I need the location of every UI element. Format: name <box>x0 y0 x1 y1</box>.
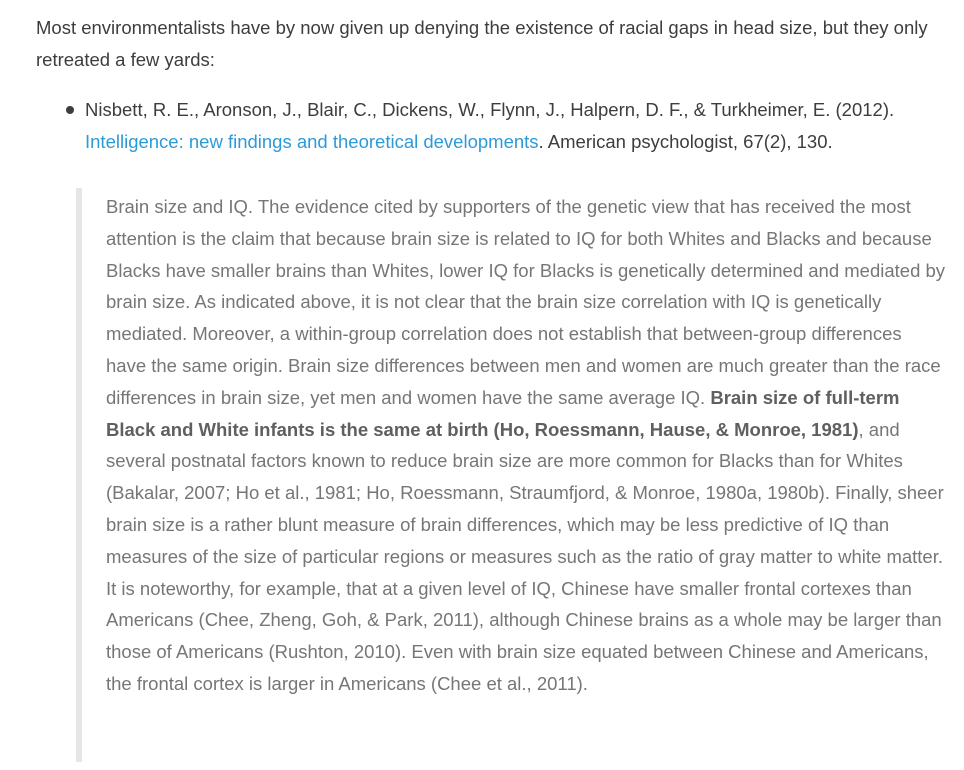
reference-list <box>36 94 936 158</box>
reference-title-link[interactable]: Intelligence: new findings and theoretical developments <box>85 131 539 152</box>
quote-text-part2: , and several postnatal factors known to reduce brain size are more common for Blacks than for Whites (Bakalar, 2007; Ho et al., 1981; Ho, Roessmann, Straumfjord, & Monroe, 1980a, 1980b). Finally, sheer brain size is a rather blunt measure of brain differences, which may be less predictive of IQ than measures of the size of particular regions or measures such as the ratio of gray matter to white matter. It is noteworthy, for example, that at a given level of IQ, Chinese have smaller frontal cortexes than Americans (Chee, Zheng, Goh, & Park, 2011), although Chinese brains as a whole may be larger than those of Americans (Rushton, 2010). Even with brain size equated between Chinese and Americans, the frontal cortex is larger in Americans (Chee et al., 2011). <box>106 418 944 694</box>
reference-authors: Nisbett, R. E., Aronson, J., Blair, C., Dickens, W., Flynn, J., Halpern, D. F., & Turkheimer, E. (2012). <box>85 99 895 120</box>
reference-source: . American psychologist, 67(2), 130. <box>538 131 833 152</box>
blockquote <box>76 188 946 762</box>
quote-paragraph <box>106 188 946 700</box>
quote-text-part1: Brain size and IQ. The evidence cited by supporters of the genetic view that has received the most attention is the claim that because brain size is related to IQ for both Whites and Blacks and because Blacks have smaller brains than Whites, lower IQ for Blacks is genetically determined and mediated by brain size. As indicated above, it is not clear that the brain size correlation with IQ is genetically mediated. Moreover, a within-group correlation does not establish that between-group differences have the same origin. Brain size differences between men and women are much greater than the race differences in brain size, yet men and women have the same average IQ. <box>106 196 946 408</box>
bullet-icon <box>66 106 74 114</box>
reference-item <box>36 94 936 158</box>
article-content <box>36 12 936 158</box>
quote-bold-text: Brain size of full-term Black and White infants is the same at birth (Ho, Roessmann, Hause, & Monroe, 1981) <box>106 386 900 440</box>
intro-paragraph: Most environmentalists have by now given up denying the existence of racial gaps in head size, but they only retreated a few yards: <box>36 17 928 70</box>
